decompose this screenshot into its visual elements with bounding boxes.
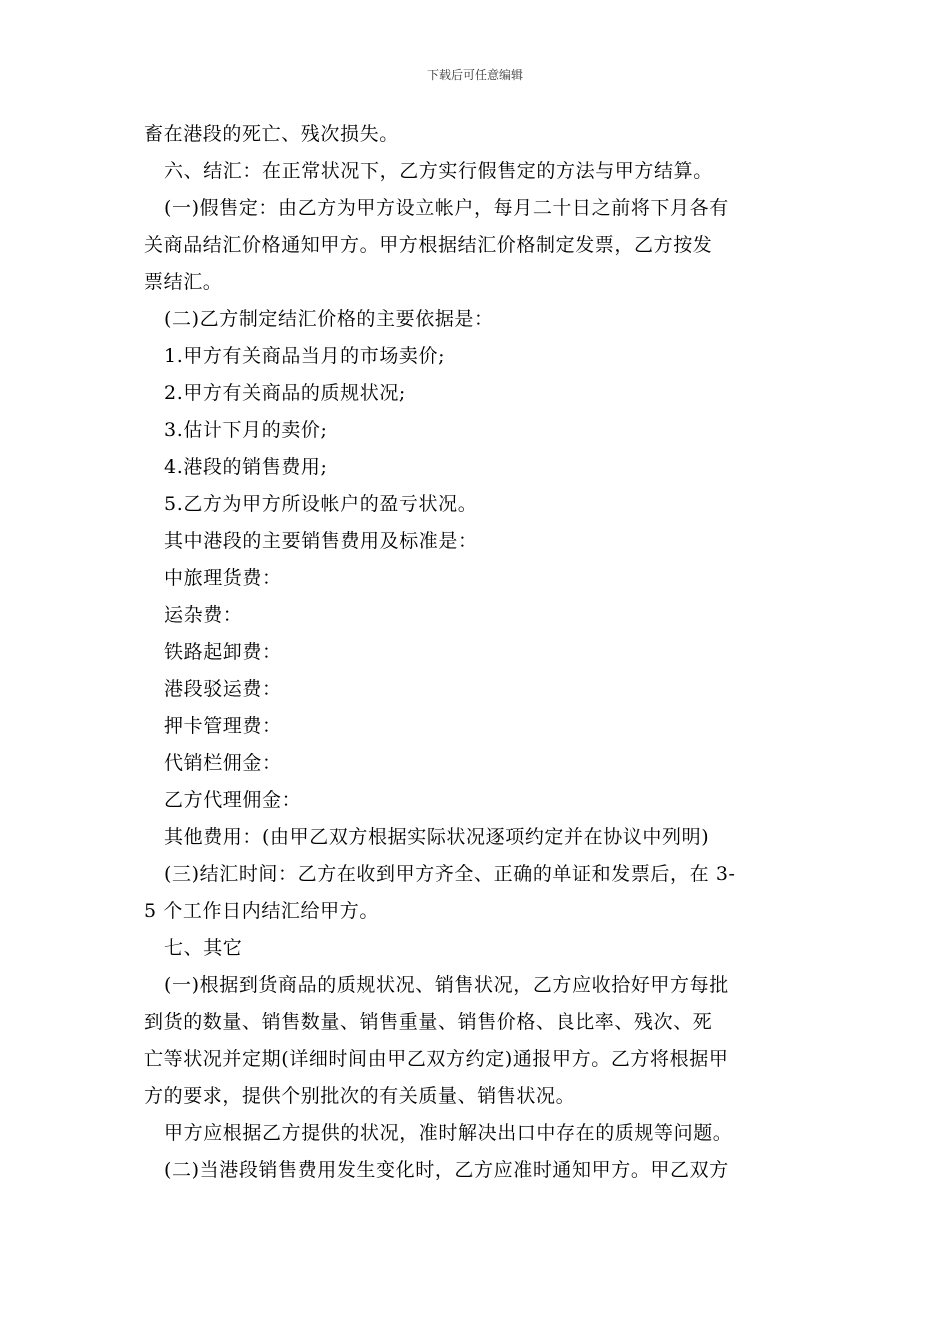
list-item: 2.甲方有关商品的质规状况; xyxy=(164,382,406,404)
list-item: 4.港段的销售费用; xyxy=(164,456,328,478)
list-item: 3.估计下月的卖价; xyxy=(164,419,328,441)
fee-item: 中旅理货费： xyxy=(164,567,282,589)
fee-item: 运杂费： xyxy=(164,604,243,626)
fee-item: 押卡管理费： xyxy=(164,715,282,737)
paragraph-line: (二)当港段销售费用发生变化时，乙方应准时通知甲方。甲乙双方 xyxy=(164,1159,729,1181)
page-header: 下载后可任意编辑 xyxy=(426,68,523,82)
paragraph-line: 六、结汇：在正常状况下，乙方实行假售定的方法与甲方结算。 xyxy=(164,160,713,182)
paragraph-line: 到货的数量、销售数量、销售重量、销售价格、良比率、残次、死 xyxy=(144,1011,713,1033)
section-heading: 七、其它 xyxy=(164,937,243,959)
paragraph-line: 关商品结汇价格通知甲方。甲方根据结汇价格制定发票，乙方按发 xyxy=(144,234,713,256)
fee-item: 铁路起卸费： xyxy=(164,641,282,663)
paragraph-line: (二)乙方制定结汇价格的主要依据是： xyxy=(164,308,494,330)
paragraph-line: (一)根据到货商品的质规状况、销售状况，乙方应收拾好甲方每批 xyxy=(164,974,729,996)
list-item: 1.甲方有关商品当月的市场卖价; xyxy=(164,345,446,367)
paragraph-line: 甲方应根据乙方提供的状况，准时解决出口中存在的质规等问题。 xyxy=(164,1122,733,1144)
fee-item: 乙方代理佣金： xyxy=(164,789,302,811)
paragraph-line: (一)假售定：由乙方为甲方设立帐户，每月二十日之前将下月各有 xyxy=(164,197,729,219)
paragraph-line: 畜在港段的死亡、残次损失。 xyxy=(144,123,399,145)
paragraph-line: (三)结汇时间：乙方在收到甲方齐全、正确的单证和发票后，在 3- xyxy=(164,863,736,885)
fee-item: 代销栏佣金： xyxy=(164,752,282,774)
document-body xyxy=(144,116,810,1189)
paragraph-line: 票结汇。 xyxy=(144,271,223,293)
paragraph-line: 其中港段的主要销售费用及标准是： xyxy=(164,530,478,552)
fee-item: 港段驳运费： xyxy=(164,678,282,700)
paragraph-line: 5 个工作日内结汇给甲方。 xyxy=(144,900,379,922)
list-item: 5.乙方为甲方所设帐户的盈亏状况。 xyxy=(164,493,478,515)
paragraph-line: 亡等状况并定期(详细时间由甲乙双方约定)通报甲方。乙方将根据甲 xyxy=(144,1048,729,1070)
paragraph-line: 方的要求，提供个别批次的有关质量、销售状况。 xyxy=(144,1085,576,1107)
fee-item: 其他费用：(由甲乙双方根据实际状况逐项约定并在协议中列明) xyxy=(164,826,710,848)
